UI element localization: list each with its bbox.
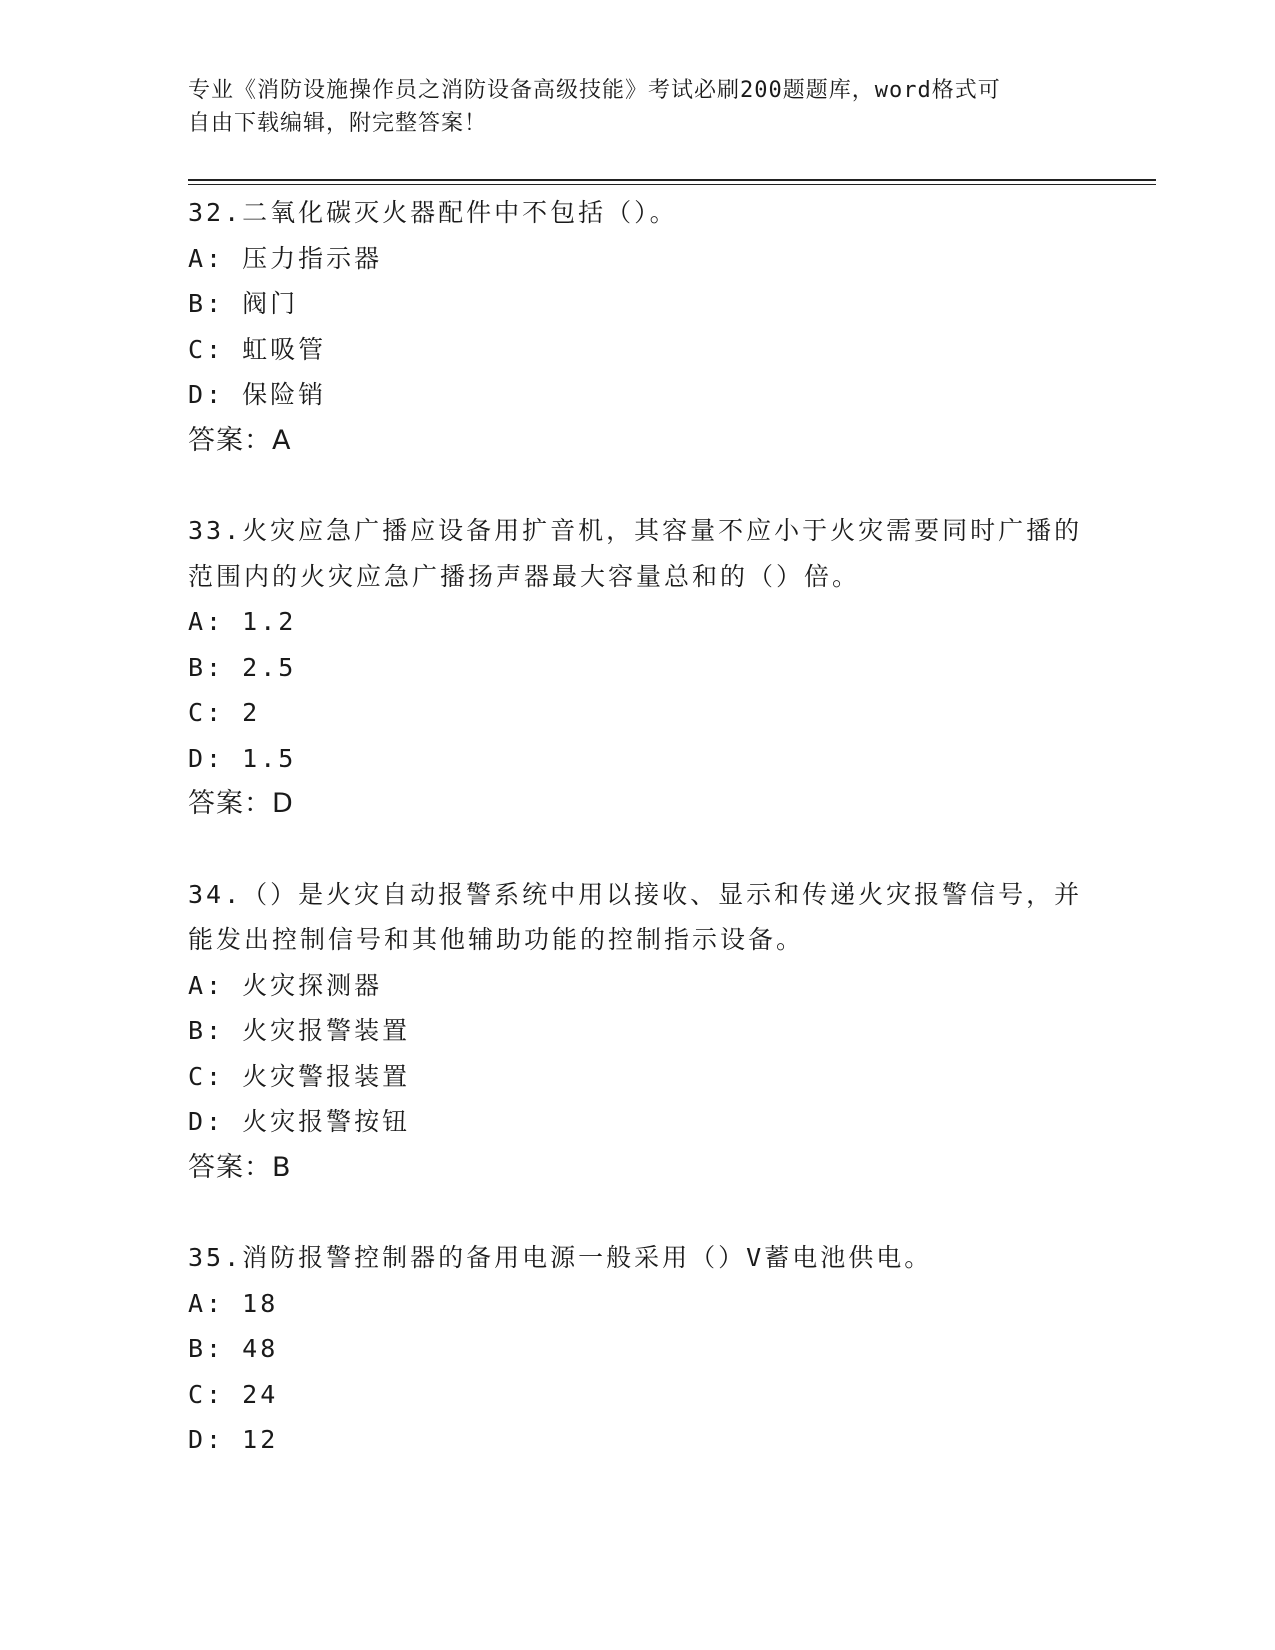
option-a: A: 火灾探测器: [188, 970, 383, 1000]
question-35: [188, 1235, 1088, 1463]
question-stem: 35.消防报警控制器的备用电源一般采用（）V蓄电池供电。: [188, 1243, 933, 1272]
option-d: D: 保险销: [188, 380, 327, 409]
header-divider-thick: [188, 179, 1156, 181]
answer: 答案：D: [188, 788, 294, 819]
question-34: [188, 872, 1088, 1191]
question-33: [188, 508, 1088, 827]
question-list: [188, 190, 1088, 1508]
question-stem: 33.火灾应急广播应设备用扩音机，其容量不应小于火灾需要同时广播的范围内的火灾应急广播扬声器最大容量总和的（）倍。: [188, 516, 1083, 591]
option-c: C: 虹吸管: [188, 334, 327, 364]
question-stem: 34.（）是火灾自动报警系统中用以接收、显示和传递火灾报警信号，并能发出控制信号和其他辅助功能的控制指示设备。: [188, 879, 1083, 954]
question-32: [188, 190, 1088, 463]
option-a: A: 压力指示器: [188, 243, 383, 273]
option-a: A: 1.2: [188, 607, 297, 636]
option-d: D: 1.5: [188, 743, 297, 773]
option-b: B: 48: [188, 1334, 279, 1363]
question-stem: 32.二氧化碳灭火器配件中不包括（）。: [188, 198, 678, 227]
answer: 答案：A: [188, 424, 292, 456]
option-c: C: 2: [188, 698, 261, 727]
option-a: A: 18: [188, 1288, 279, 1318]
option-d: D: 12: [188, 1425, 279, 1454]
header-line-2: 自由下载编辑，附完整答案！: [188, 111, 488, 136]
header-divider-thin: [188, 184, 1156, 185]
option-c: C: 24: [188, 1379, 279, 1409]
header-line-1: 专业《消防设施操作员之消防设备高级技能》考试必刷200题题库，word格式可: [188, 78, 1001, 103]
option-d: D: 火灾报警按钮: [188, 1107, 411, 1136]
option-b: B: 火灾报警装置: [188, 1016, 411, 1045]
answer: 答案：B: [188, 1151, 292, 1183]
document-header: [188, 74, 1088, 140]
option-b: B: 2.5: [188, 652, 297, 682]
option-c: C: 火灾警报装置: [188, 1061, 411, 1091]
option-b: B: 阀门: [188, 289, 299, 318]
